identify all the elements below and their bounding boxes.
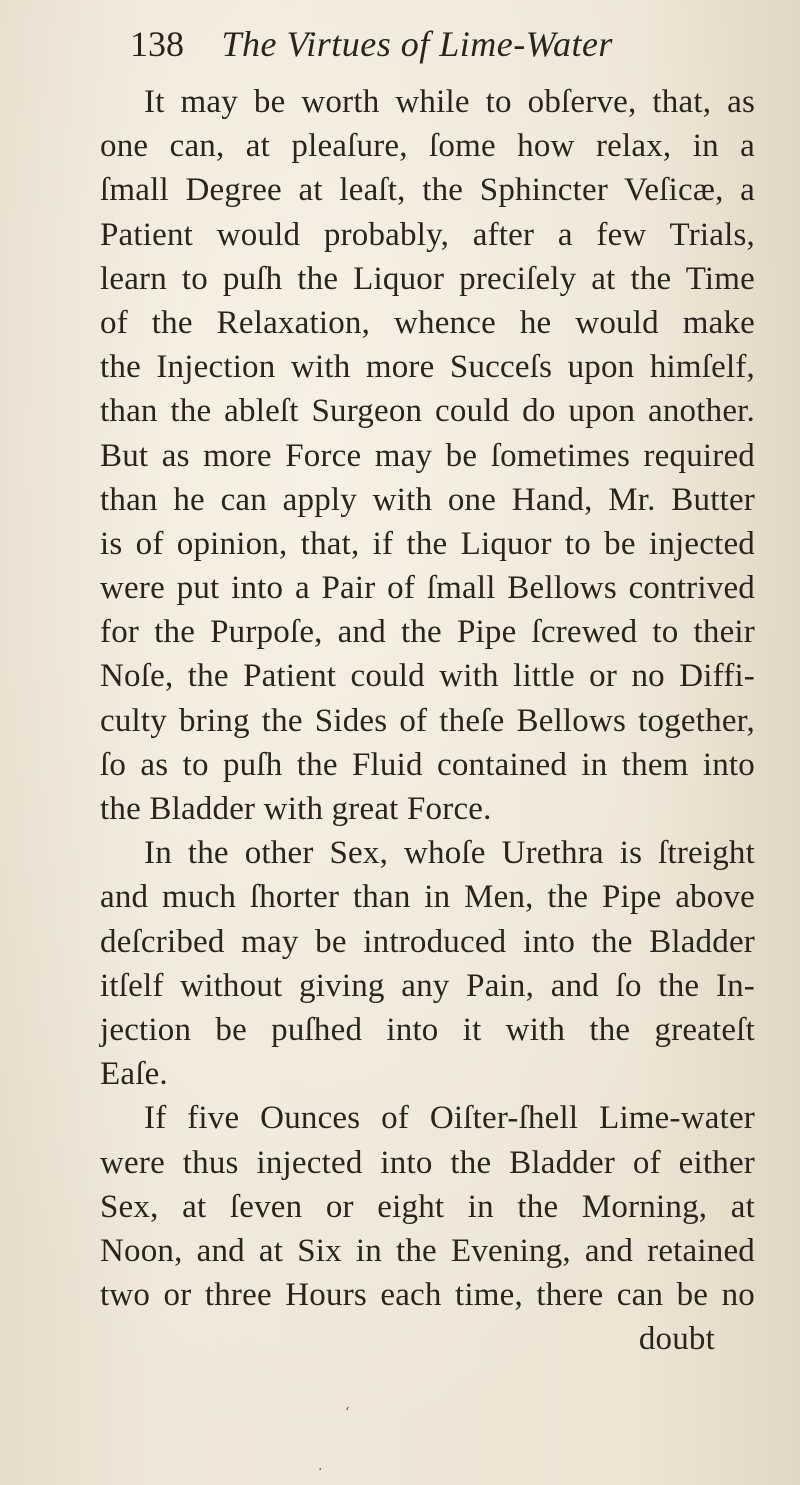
text-line: itſelf without giving any Pain, and ſo the In-	[100, 967, 755, 1004]
text-line: Noon, and at Six in the Evening, and retained	[100, 1232, 755, 1269]
text-line: Noſe, the Patient could with little or no Diffi-	[100, 658, 755, 695]
text-line: But as more Force may be ſometimes required	[100, 437, 755, 474]
text-line: for the Purpoſe, and the Pipe ſcrewed to their	[100, 614, 755, 651]
text-line: culty bring the Sides of theſe Bellows together,	[100, 702, 755, 739]
text-line: than the ableſt Surgeon could do upon another.	[100, 393, 755, 430]
text-line: were thus injected into the Bladder of either	[100, 1144, 755, 1181]
text-line: were put into a Pair of ſmall Bellows contrived	[100, 570, 755, 607]
text-line: two or three Hours each time, there can be no	[100, 1277, 755, 1314]
catchword: doubt	[638, 1321, 715, 1358]
text-line: of the Relaxation, whence he would make	[100, 304, 755, 341]
text-line: the Bladder with great Force.	[100, 791, 492, 827]
text-line: jection be puſhed into it with the greateſt	[100, 1011, 755, 1048]
text-line: learn to puſh the Liquor preciſely at the Time	[100, 260, 755, 297]
text-line: If five Ounces of Oiſter-ſhell Lime-water	[144, 1100, 755, 1137]
text-line: Patient would probably, after a few Trials,	[100, 216, 755, 253]
text-line: and much ſhorter than in Men, the Pipe above	[100, 879, 755, 916]
text-line: than he can apply with one Hand, Mr. Butter	[100, 481, 755, 518]
page-header	[130, 14, 750, 74]
text-line: Sex, at ſeven or eight in the Morning, at	[100, 1188, 755, 1225]
page-number: 138	[130, 24, 184, 64]
text-line: In the other Sex, whoſe Urethra is ſtreight	[144, 835, 755, 872]
text-line: ſo as to puſh the Fluid contained in them into	[100, 746, 755, 783]
text-line: Eaſe.	[100, 1056, 168, 1093]
ink-speck: ‘	[345, 1405, 350, 1421]
ink-speck: ·	[318, 1462, 323, 1478]
body-text	[100, 80, 755, 1361]
text-line: is of opinion, that, if the Liquor to be injected	[100, 525, 755, 562]
text-line: one can, at pleaſure, ſome how relax, in a	[100, 128, 755, 165]
text-line: deſcribed may be introduced into the Bladder	[100, 923, 755, 960]
text-line: the Injection with more Succeſs upon himſelf,	[100, 349, 755, 386]
text-line: It may be worth while to obſerve, that, as	[144, 84, 755, 120]
running-title: The Virtues of Lime-Water	[221, 24, 613, 64]
text-line: ſmall Degree at leaſt, the Sphincter Veſicæ, a	[100, 172, 755, 209]
